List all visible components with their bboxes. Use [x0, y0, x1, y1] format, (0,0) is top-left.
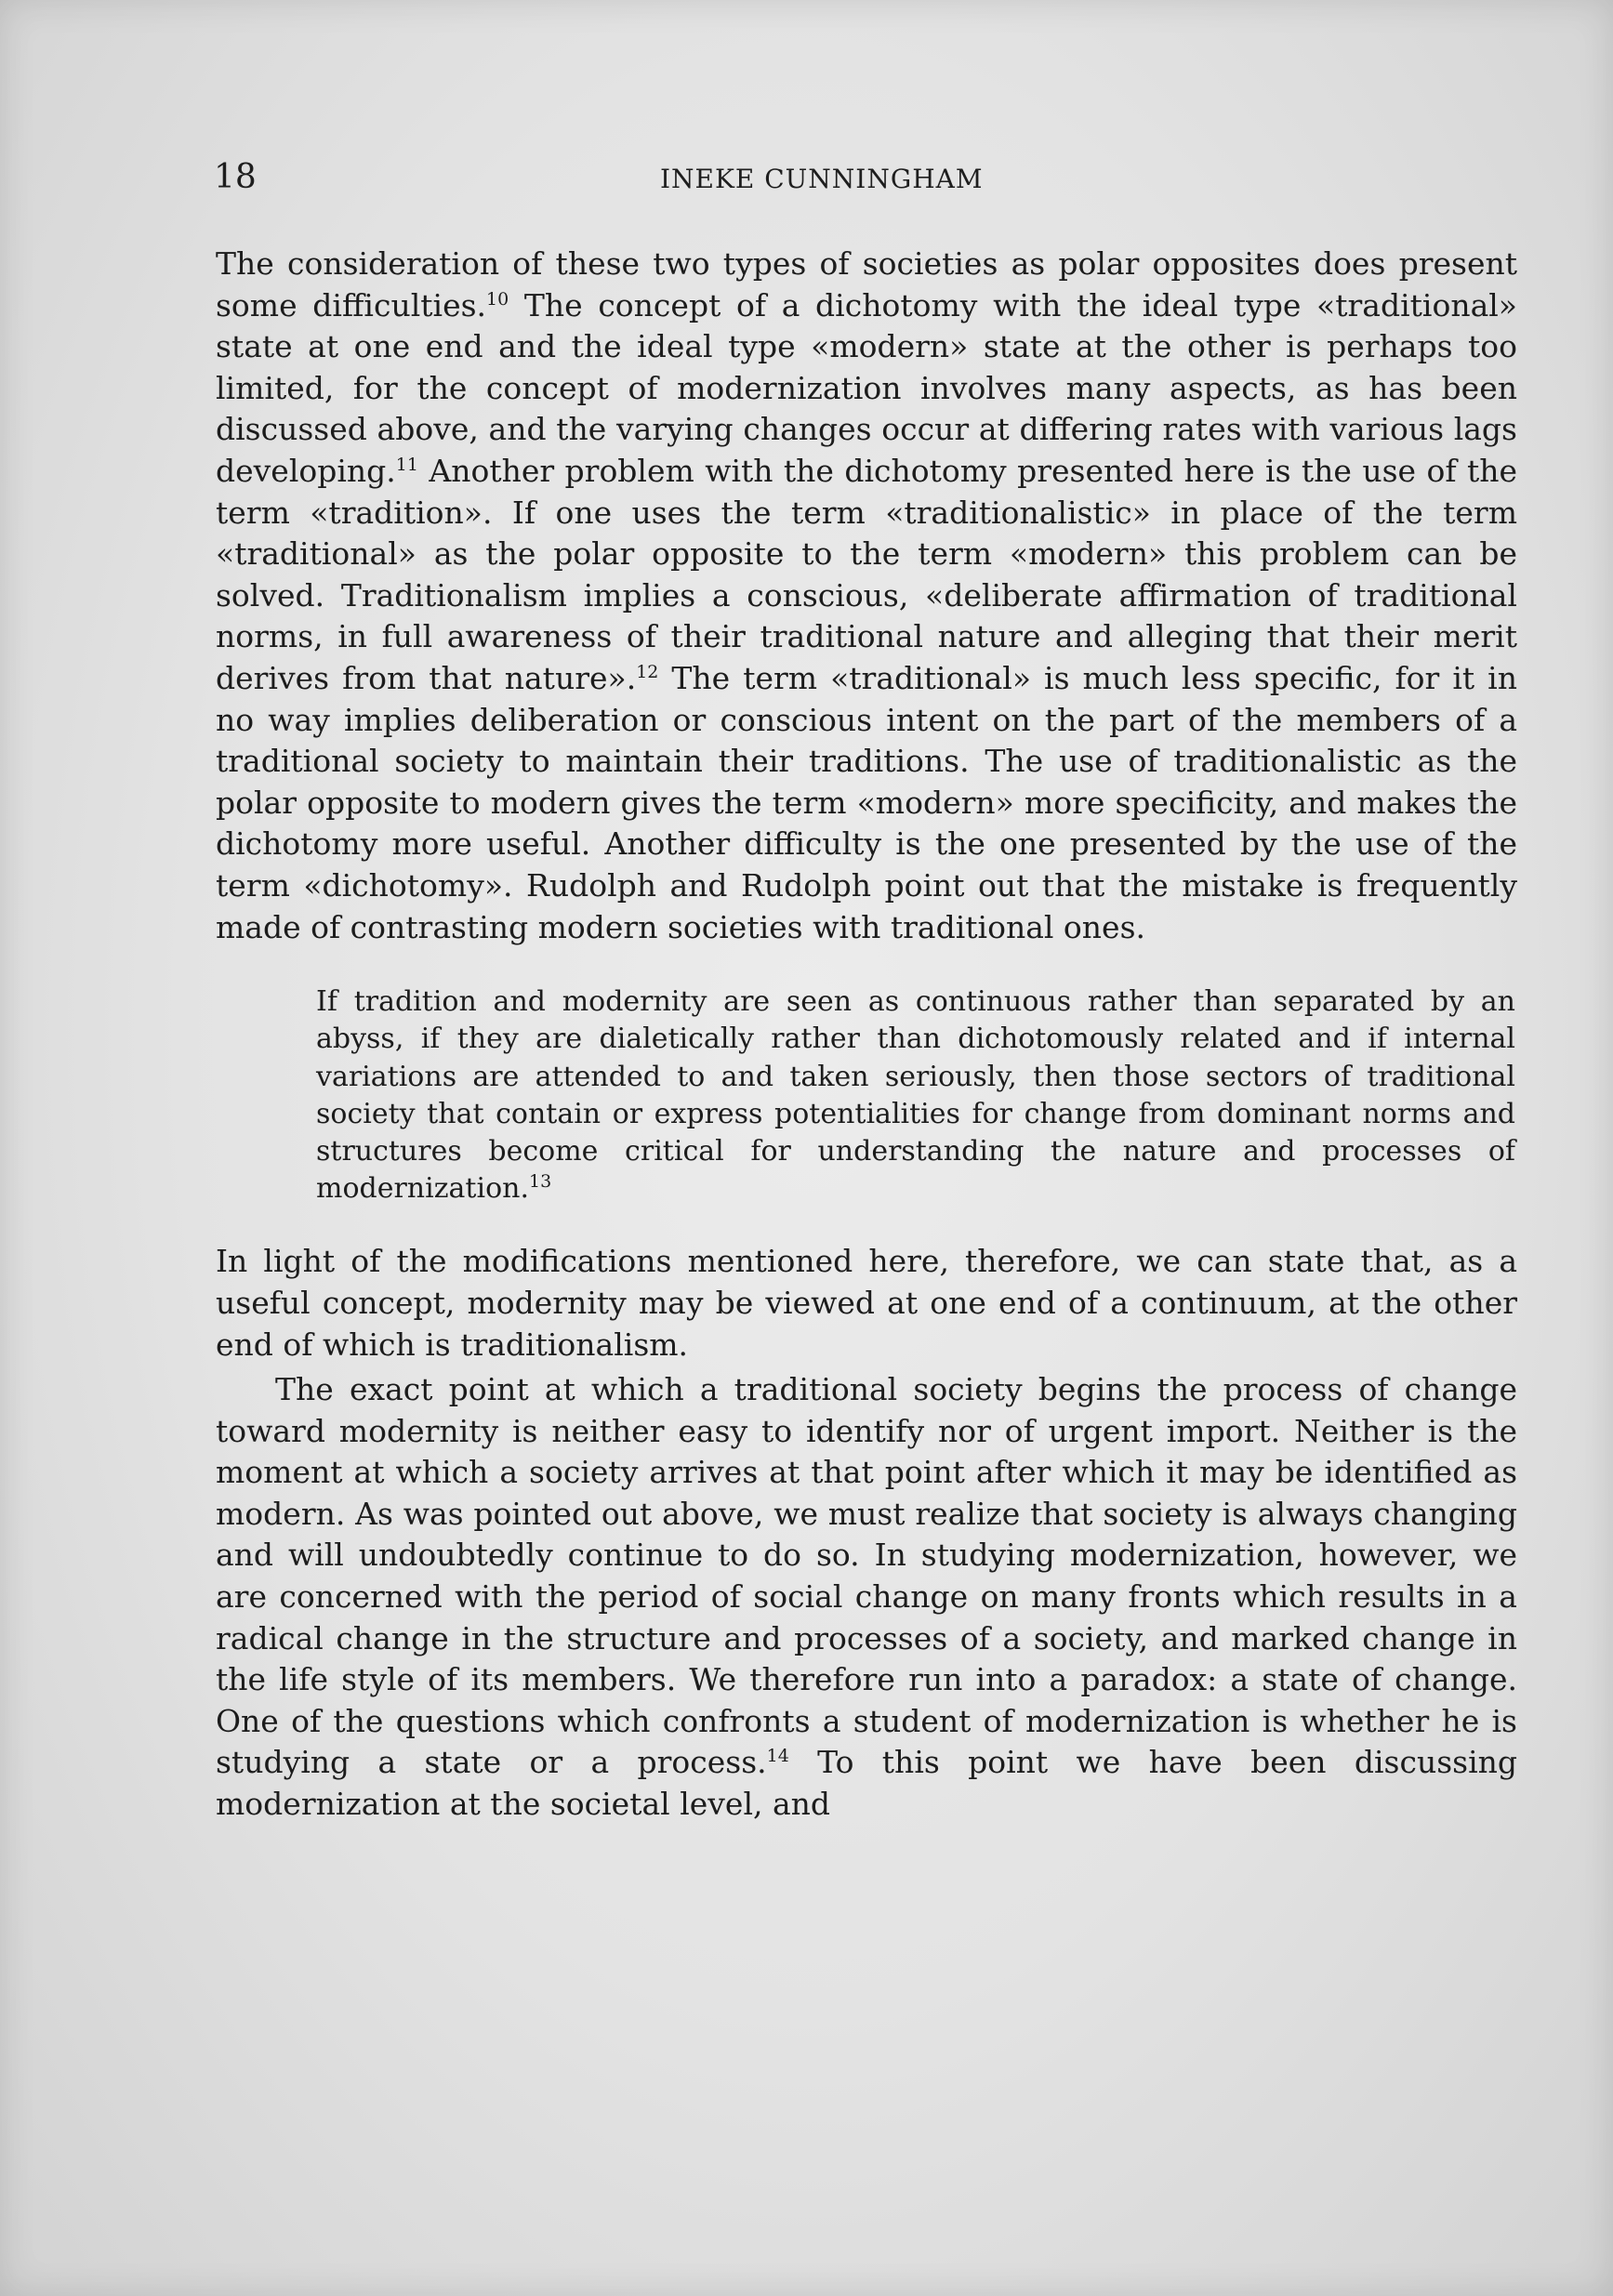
- paragraph-3-text-a: The exact point at which a traditional society begins the process of change toward modernity is neither easy to identify nor of urgent import. Neither is the moment at which a society arrives at that point after which it may be identified as modern. As was pointed out above, we must realize that society is always changing and will undoubtedly continue to do so. In studying modernization, however, we are concerned with the period of social change on many fronts which results in a radical change in the structure and processes of a society, and marked change in the life style of its members. We therefore run into a paradox: a state of change. One of the questions which confronts a student of modernization is whether he is studying a state or a process.: [216, 1371, 1517, 1781]
- body-text: [216, 244, 1517, 1826]
- paragraph-2: In light of the modifications mentioned here, therefore, we can state that, as a useful concept, modernity may be viewed at one end of a continuum, at the other end of which is traditionalism.: [216, 1243, 1517, 1363]
- footnote-ref-14: 14: [766, 1746, 789, 1767]
- paragraph-1: [216, 244, 1517, 948]
- running-head-author: INEKE CUNNINGHAM: [660, 164, 984, 194]
- footnote-ref-13: 13: [528, 1171, 552, 1193]
- block-quote-text: If tradition and modernity are seen as continuous rather than separated by an abyss, if they are dialetically rather than dichotomously related and if internal variations are attended to and taken seriously, then those sectors of traditional society that contain or express potentialities for change from dominant norms and structures become critical for understanding the nature and processes of modernization.: [316, 985, 1515, 1206]
- running-head: [214, 158, 1515, 205]
- footnote-ref-12: 12: [636, 661, 659, 682]
- footnote-ref-10: 10: [486, 288, 509, 310]
- paragraph-1-text-b: The concept of a dichotomy with the ideal type «traditional» state at one end and the ideal type «modern» state at the other is perhaps too limited, for the concept of modernization involves many aspects, as has been discussed above, and the varying changes occur at differing rates with various lags developing.: [216, 286, 1517, 489]
- page-number: 18: [214, 158, 257, 196]
- paragraph-3-text-b: To this point we have been discussing modernization at the societal level, and: [216, 1744, 1518, 1823]
- block-quote: [316, 983, 1515, 1207]
- footnote-ref-11: 11: [395, 454, 418, 475]
- paragraph-3: [216, 1369, 1517, 1826]
- paragraph-1-text-c: Another problem with the dichotomy presented here is the use of the term «tradition». If one uses the term «traditionalistic» in place of the term «traditional» as the polar opposite to the term «modern» this problem can be solved. Traditionalism implies a conscious, «deliberate affirmation of traditional norms, in full awareness of their traditional nature and alleging that their merit derives from that nature».: [216, 452, 1517, 696]
- paragraph-1-text-d: The term «traditional» is much less specific, for it in no way implies deliberation or conscious intent on the part of the members of a traditional society to maintain their traditions. The use of traditionalistic as the polar opposite to modern gives the term «modern» more specificity, and makes the dichotomy more useful. Another difficulty is the one presented by the use of the term «dichotomy». Rudolph and Rudolph point out that the mistake is frequently made of contrasting modern societies with traditional ones.: [216, 659, 1517, 945]
- paragraph-1-text-a: The consideration of these two types of societies as polar opposites does present some difficulties.: [216, 245, 1517, 323]
